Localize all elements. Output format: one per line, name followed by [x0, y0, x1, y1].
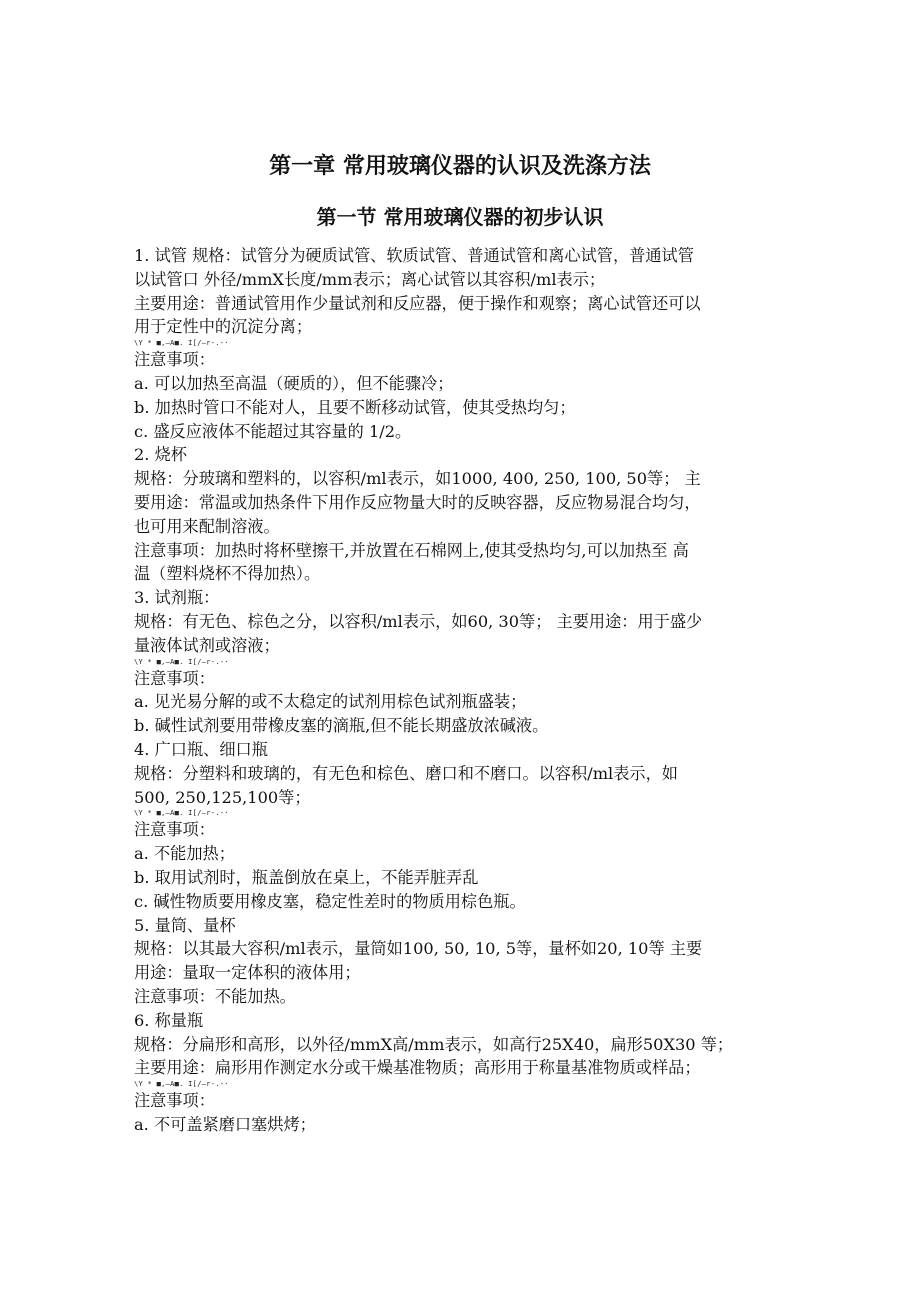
scan-artifact-text: \Y * ■,—A■. I[/—r-.-·: [134, 339, 229, 348]
body-text-line: a. 见光易分解的或不太稳定的试剂用棕色试剂瓶盛装；: [134, 692, 527, 712]
body-text-line: a. 不能加热；: [134, 844, 235, 864]
body-text-line: 1. 试管 规格：试管分为硬质试管、软质试管、普通试管和离心试管，普通试管: [134, 246, 694, 265]
body-text-line: c. 盛反应液体不能超过其容量的 1/2。: [134, 421, 412, 441]
body-text-line: b. 加热时管口不能对人，且要不断移动试管，使其受热均匀；: [134, 397, 576, 417]
body-text-line: 注意事项：: [134, 668, 215, 688]
body-text-line: 规格：有无色、棕色之分，以容积/ml表示，如60, 30等； 主要用途：用于盛少: [134, 611, 703, 631]
body-text-line: 500, 250,125,100等；: [134, 787, 311, 807]
body-text-line: 注意事项：: [134, 1091, 215, 1111]
chapter-title: 第一章 常用玻璃仪器的认识及洗涤方法: [269, 153, 651, 179]
body-text-line: 用于定性中的沉淀分离；: [134, 317, 313, 337]
body-text-line: 注意事项：: [134, 350, 215, 370]
body-text-line: a. 不可盖紧磨口塞烘烤；: [134, 1114, 316, 1134]
document-body: [134, 244, 794, 1137]
body-text-line: 主要用途：扁形用作测定水分或干燥基准物质；高形用于称量基准物质或样品；: [134, 1058, 701, 1078]
body-text-line: 用途：量取一定体积的液体用；: [134, 963, 361, 983]
body-text-line: 6. 称量瓶: [134, 1010, 204, 1030]
body-text-line: 量液体试剂或溶液；: [134, 635, 280, 655]
body-text-line: c. 碱性物质要用橡皮塞，稳定性差时的物质用棕色瓶。: [134, 891, 526, 911]
scan-artifact-text: \Y * ■,—A■. I[/—r-.-·: [134, 809, 229, 818]
body-text-line: 规格：分玻璃和塑料的，以容积/ml表示，如1000, 400, 250, 100, 50等； 主: [134, 469, 701, 489]
scan-artifact-text: \Y * ■,—A■. I[/—r-.-·: [134, 657, 229, 666]
section-title: 第一节 常用玻璃仪器的初步认识: [316, 205, 604, 229]
body-text-line: 3. 试剂瓶：: [134, 588, 220, 608]
body-text-line: b. 取用试剂时，瓶盖倒放在桌上，不能弄脏弄乱: [134, 867, 479, 887]
body-text-line: 规格：分扁形和高形，以外径/mmX高/mm表示，如高行25X40，扁形50X30 等；: [134, 1034, 734, 1054]
body-text-line: b. 碱性试剂要用带橡皮塞的滴瓶,但不能长期盛放浓碱液。: [134, 716, 549, 736]
body-text-line: a. 可以加热至高温（硬质的），但不能骤冷；: [134, 373, 454, 393]
body-text-line: 以试管口 外径/mmX长度/mm表示；离心试管以其容积/ml表示；: [134, 269, 606, 289]
body-text-line: 4. 广口瓶、细口瓶: [134, 739, 268, 759]
body-text-line: 也可用来配制溶液。: [134, 516, 280, 536]
body-text-line: 温（塑料烧杯不得加热）。: [134, 564, 321, 584]
body-text-line: 规格：分塑料和玻璃的，有无色和棕色、磨口和不磨口。以容积/ml表示，如: [134, 763, 678, 783]
body-text-line: 要用途：常温或加热条件下用作反应物量大时的反映容器，反应物易混合均匀，: [134, 492, 701, 512]
body-text-line: 注意事项：加热时将杯壁擦干,并放置在石棉网上,使其受热均匀,可以加热至 高: [134, 540, 689, 560]
body-text-line: 5. 量筒、量杯: [134, 915, 236, 935]
body-text-line: 规格：以其最大容积/ml表示，量筒如100, 50, 10, 5等，量杯如20, 10等 主要: [134, 939, 703, 959]
body-text-line: 注意事项：不能加热。: [134, 986, 296, 1006]
body-text-line: 2. 烧杯: [134, 445, 187, 465]
scan-artifact-text: \Y * ■,—A■. I[/—r-.-·: [134, 1080, 229, 1089]
body-text-line: 注意事项：: [134, 820, 215, 840]
body-text-line: 主要用途：普通试管用作少量试剂和反应器，便于操作和观察；离心试管还可以: [134, 293, 701, 313]
